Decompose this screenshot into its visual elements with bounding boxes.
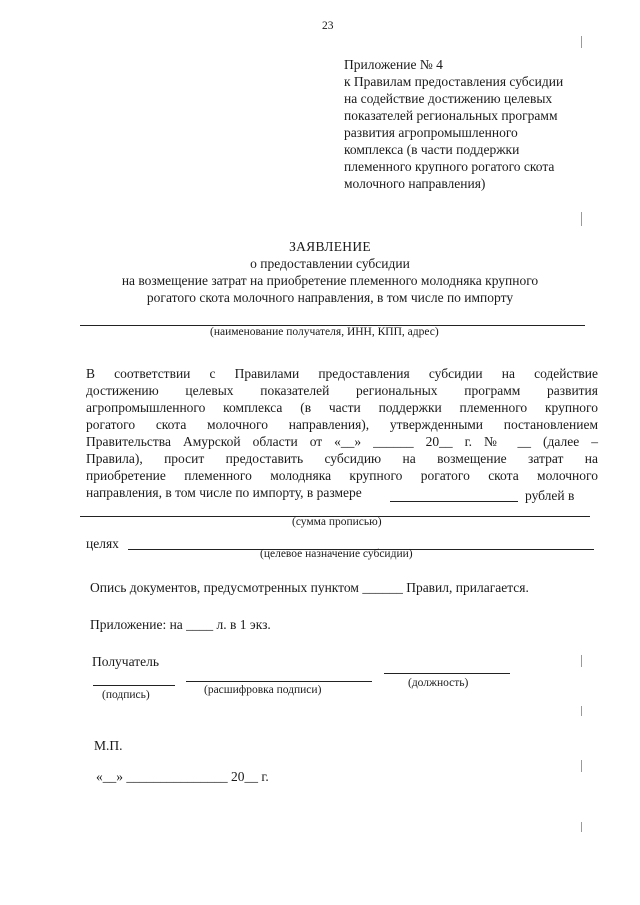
appendix-line: молочного направления) — [344, 176, 486, 191]
body-line: достижению целевых показателей региональных программ развития — [86, 383, 598, 398]
appendix-line: комплекса (в части поддержки — [344, 142, 520, 157]
inventory-text: Опись документов, предусмотренных пунктом ______ Правил, прилагается. — [90, 580, 529, 595]
stamp-label: М.П. — [94, 738, 123, 753]
position-line — [384, 673, 510, 674]
body-line: Правительства Амурской области от «__» ______ 20__ г. № __ (далее – — [86, 434, 598, 449]
heading-line: рогатого скота молочного направления, в том числе по импорту — [146, 290, 514, 305]
signature-line — [93, 685, 175, 686]
scan-mark — [581, 212, 582, 226]
recipient-caption: (наименование получателя, ИНН, КПП, адрес) — [210, 326, 439, 338]
appendix-title: Приложение № 4 — [344, 57, 443, 72]
appendix-line: развития агропромышленного — [344, 125, 518, 140]
attachment-text: Приложение: на ____ л. в 1 экз. — [90, 617, 271, 632]
body-line: приобретение племенного молодняка крупного рогатого скота молочного — [86, 468, 598, 483]
amount-line — [390, 501, 518, 502]
appendix-line: племенного крупного рогатого скота — [344, 159, 555, 174]
signature-decoding-caption: (расшифровка подписи) — [204, 684, 322, 696]
body-line: агропромышленного комплекса (в части поддержки племенного крупного — [86, 400, 598, 415]
appendix-line: на содействие достижению целевых — [344, 91, 553, 106]
signature-decoding-line — [186, 681, 372, 682]
scan-mark — [581, 822, 582, 832]
sum-caption: (сумма прописью) — [292, 516, 382, 528]
page-number: 23 — [322, 20, 334, 32]
body-line: Правила), просит предоставить субсидию на возмещение затрат на — [86, 451, 598, 466]
heading-line: о предоставлении субсидии — [250, 256, 410, 271]
rubles-label: рублей в — [525, 488, 575, 503]
purpose-caption: (целевое назначение субсидии) — [260, 548, 413, 560]
body-line: В соответствии с Правилами предоставления субсидии на содействие — [86, 366, 598, 381]
heading-line: на возмещение затрат на приобретение племенного молодняка крупного — [121, 273, 539, 288]
position-caption: (должность) — [408, 677, 469, 689]
body-line: направления, в том числе по импорту, в размере — [86, 485, 362, 500]
appendix-line: к Правилам предоставления субсидии — [344, 74, 564, 89]
heading-title: ЗАЯВЛЕНИЕ — [289, 239, 371, 254]
scan-mark — [581, 655, 582, 667]
date-line: «__» _______________ 20__ г. — [96, 769, 269, 784]
body-line: рогатого скота молочного направления), утвержденными постановлением — [86, 417, 598, 432]
purpose-label: целях — [86, 536, 119, 551]
scan-mark — [581, 760, 582, 772]
signature-caption: (подпись) — [102, 689, 150, 701]
document-heading — [80, 238, 580, 306]
scan-mark — [581, 706, 582, 716]
appendix-line: показателей региональных программ — [344, 108, 558, 123]
recipient-label: Получатель — [92, 654, 160, 669]
scan-mark — [581, 36, 582, 48]
